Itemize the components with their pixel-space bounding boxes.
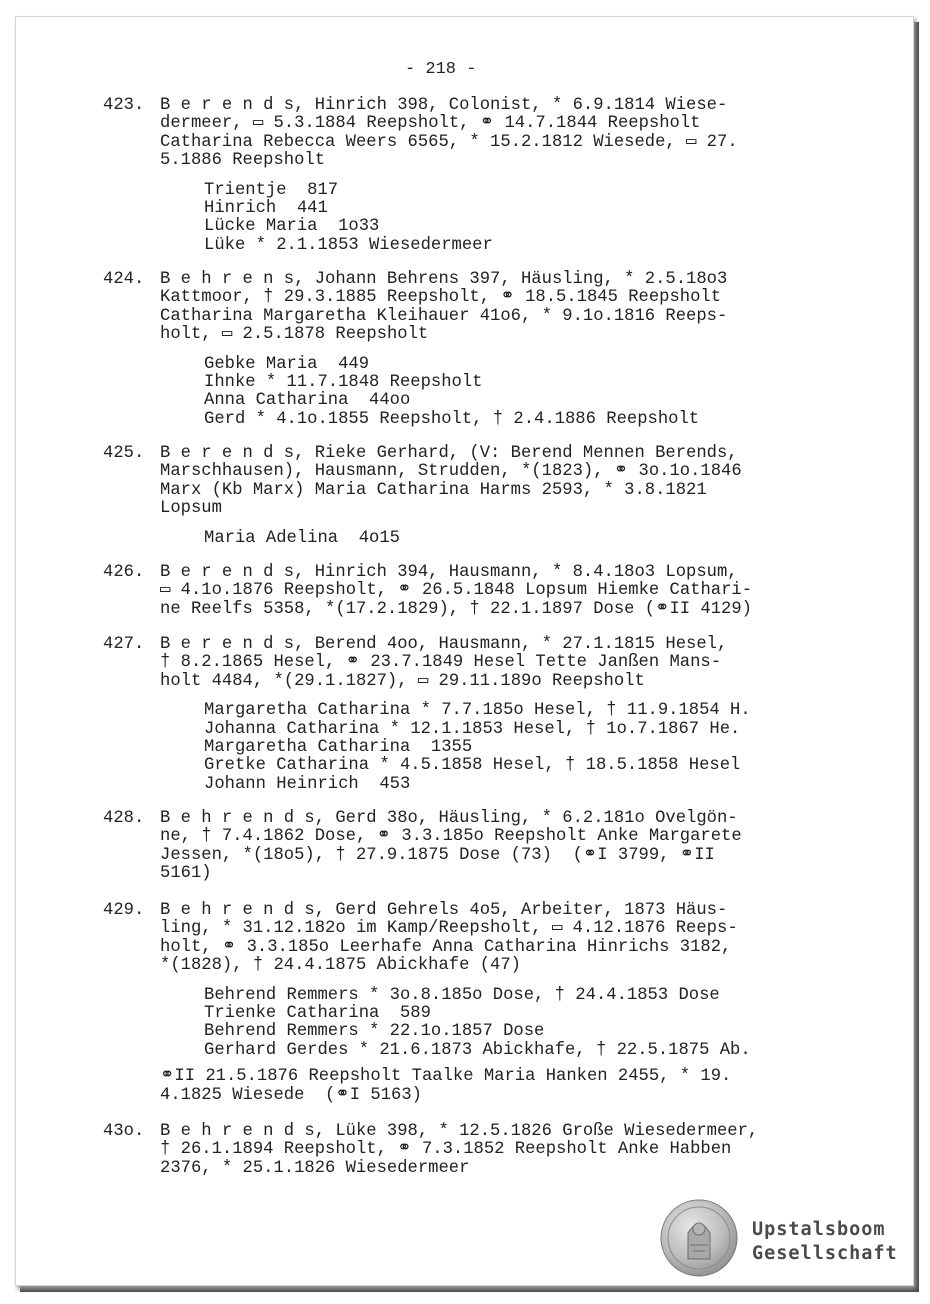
child-line: Gebke Maria 449 (204, 354, 370, 374)
children-list (204, 987, 803, 1061)
entry-line: holt 4484, *(29.1.1827), ▭ 29.11.189o Reepsholt (160, 671, 645, 691)
entry-line: 5161) (160, 864, 212, 884)
child-line: Gretke Catharina * 4.5.1858 Hesel, † 18.5.1858 Hesel (204, 756, 741, 776)
entry-line: B e h r e n d s, Gerd 38o, Häusling, * 6.2.181o Ovelgön- (160, 809, 738, 828)
child-line: Trientje 817 (204, 180, 339, 200)
genealogy-entry (103, 445, 803, 548)
genealogy-entry (103, 564, 803, 619)
genealogy-entry (103, 810, 803, 884)
child-line: Behrend Remmers * 22.1o.1857 Dose (204, 1022, 545, 1042)
second-marriage (160, 1068, 803, 1105)
entry-line: ling, * 31.12.182o im Kamp/Reepsholt, ▭ 4.12.1876 Reeps- (160, 919, 738, 939)
society-seal-icon (660, 1199, 738, 1277)
entry-line: † 26.1.1894 Reepsholt, ⚭ 7.3.1852 Reepsholt Anke Habben (160, 1140, 732, 1160)
entry-line: B e r e n d s, Hinrich 394, Hausmann, * 8.4.18o3 Lopsum, (160, 563, 738, 582)
entry-line: Marschhausen), Hausmann, Strudden, *(1823), ⚭ 3o.1o.1846 (160, 462, 742, 482)
entry-number: 423. (103, 96, 145, 115)
entry-line: Marx (Kb Marx) Maria Catharina Harms 2593, * 3.8.1821 (160, 480, 707, 500)
child-line: Margaretha Catharina 1355 (204, 738, 473, 758)
genealogy-entry (103, 271, 803, 429)
entry-line: 2376, * 25.1.1826 Wiesedermeer (160, 1158, 470, 1178)
entry-line: B e h r e n d s, Gerd Gehrels 4o5, Arbeiter, 1873 Häus- (160, 901, 728, 920)
child-line: Behrend Remmers * 3o.8.185o Dose, † 24.4.1853 Dose (204, 985, 720, 1005)
genealogy-entry (103, 636, 803, 794)
entry-number: 424. (103, 270, 145, 289)
entry-number: 427. (103, 635, 145, 654)
genealogy-entry (103, 902, 803, 1105)
entry-line: Catharina Rebecca Weers 6565, * 15.2.1812 Wiesede, ▭ 27. (160, 132, 738, 152)
entry-line: B e h r e n s, Johann Behrens 397, Häusling, * 2.5.18o3 (160, 270, 728, 289)
society-name (752, 1218, 898, 1266)
entry-line: holt, ▭ 2.5.1878 Reepsholt (160, 325, 429, 345)
child-line: Maria Adelina 4o15 (204, 528, 400, 548)
children-list (204, 356, 803, 430)
entry-line: ⚭II 21.5.1876 Reepsholt Taalke Maria Hanken 2455, * 19. (160, 1067, 732, 1087)
entry-line: Lopsum (160, 499, 222, 519)
child-line: Gerhard Gerdes * 21.6.1873 Abickhafe, † 22.5.1875 Ab. (204, 1040, 751, 1060)
entry-line: 4.1825 Wiesede (⚭I 5163) (160, 1085, 422, 1105)
entry-line: ne Reelfs 5358, *(17.2.1829), † 22.1.1897 Dose (⚭II 4129) (160, 599, 752, 619)
entry-line: Jessen, *(18o5), † 27.9.1875 Dose (73) (⚭I 3799, ⚭II (160, 845, 715, 865)
entry-line: ▭ 4.1o.1876 Reepsholt, ⚭ 26.5.1848 Lopsum Hiemke Cathari- (160, 581, 753, 601)
child-line: Anna Catharina 44oo (204, 391, 411, 411)
child-line: Ihnke * 11.7.1848 Reepsholt (204, 373, 483, 393)
entry-line: † 8.2.1865 Hesel, ⚭ 23.7.1849 Hesel Tette Janßen Mans- (160, 653, 722, 673)
entry-line: dermeer, ▭ 5.3.1884 Reepsholt, ⚭ 14.7.1844 Reepsholt (160, 114, 701, 134)
child-line: Lüke * 2.1.1853 Wiesedermeer (204, 235, 493, 255)
society-name-line: Upstalsboom (752, 1219, 886, 1240)
child-line: Johanna Catharina * 12.1.1853 Hesel, † 1o.7.1867 He. (204, 719, 741, 739)
entry-line: holt, ⚭ 3.3.185o Leerhafe Anna Catharina Hinrichs 3182, (160, 937, 732, 957)
child-line: Lücke Maria 1o33 (204, 217, 380, 237)
entry-number: 43o. (103, 1122, 145, 1141)
entry-number: 425. (103, 444, 145, 463)
entry-line: Catharina Margaretha Kleihauer 41o6, * 9.1o.1816 Reeps- (160, 306, 728, 326)
entry-line: 5.1886 Reepsholt (160, 151, 326, 171)
page-number: - 218 - (405, 60, 477, 79)
child-line: Margaretha Catharina * 7.7.185o Hesel, † 11.9.1854 H. (204, 701, 751, 721)
children-list (204, 182, 803, 256)
children-list (204, 530, 803, 548)
child-line: Hinrich 441 (204, 199, 328, 219)
entry-line: B e r e n d s, Hinrich 398, Colonist, * 6.9.1814 Wiese- (160, 96, 728, 115)
entry-line: B e r e n d s, Berend 4oo, Hausmann, * 27.1.1815 Hesel, (160, 635, 728, 654)
entry-line: B e r e n d s, Rieke Gerhard, (V: Berend Mennen Berends, (160, 444, 738, 463)
genealogy-entry (103, 1123, 803, 1178)
child-line: Trienke Catharina 589 (204, 1004, 431, 1024)
entry-line: B e h r e n d s, Lüke 398, * 12.5.1826 Große Wiesedermeer, (160, 1122, 759, 1141)
entry-number: 429. (103, 901, 145, 920)
genealogy-entry (103, 97, 803, 255)
entry-number: 428. (103, 809, 145, 828)
entry-line: *(1828), † 24.4.1875 Abickhafe (47) (160, 956, 521, 976)
entry-number: 426. (103, 563, 145, 582)
child-line: Gerd * 4.1o.1855 Reepsholt, † 2.4.1886 Reepsholt (204, 409, 700, 429)
society-name-line: Gesellschaft (752, 1243, 898, 1264)
children-list (204, 702, 803, 794)
entry-line: ne, † 7.4.1862 Dose, ⚭ 3.3.185o Reepsholt Anke Margarete (160, 827, 742, 847)
entry-line: Kattmoor, † 29.3.1885 Reepsholt, ⚭ 18.5.1845 Reepsholt (160, 288, 722, 308)
child-line: Johann Heinrich 453 (204, 774, 411, 794)
